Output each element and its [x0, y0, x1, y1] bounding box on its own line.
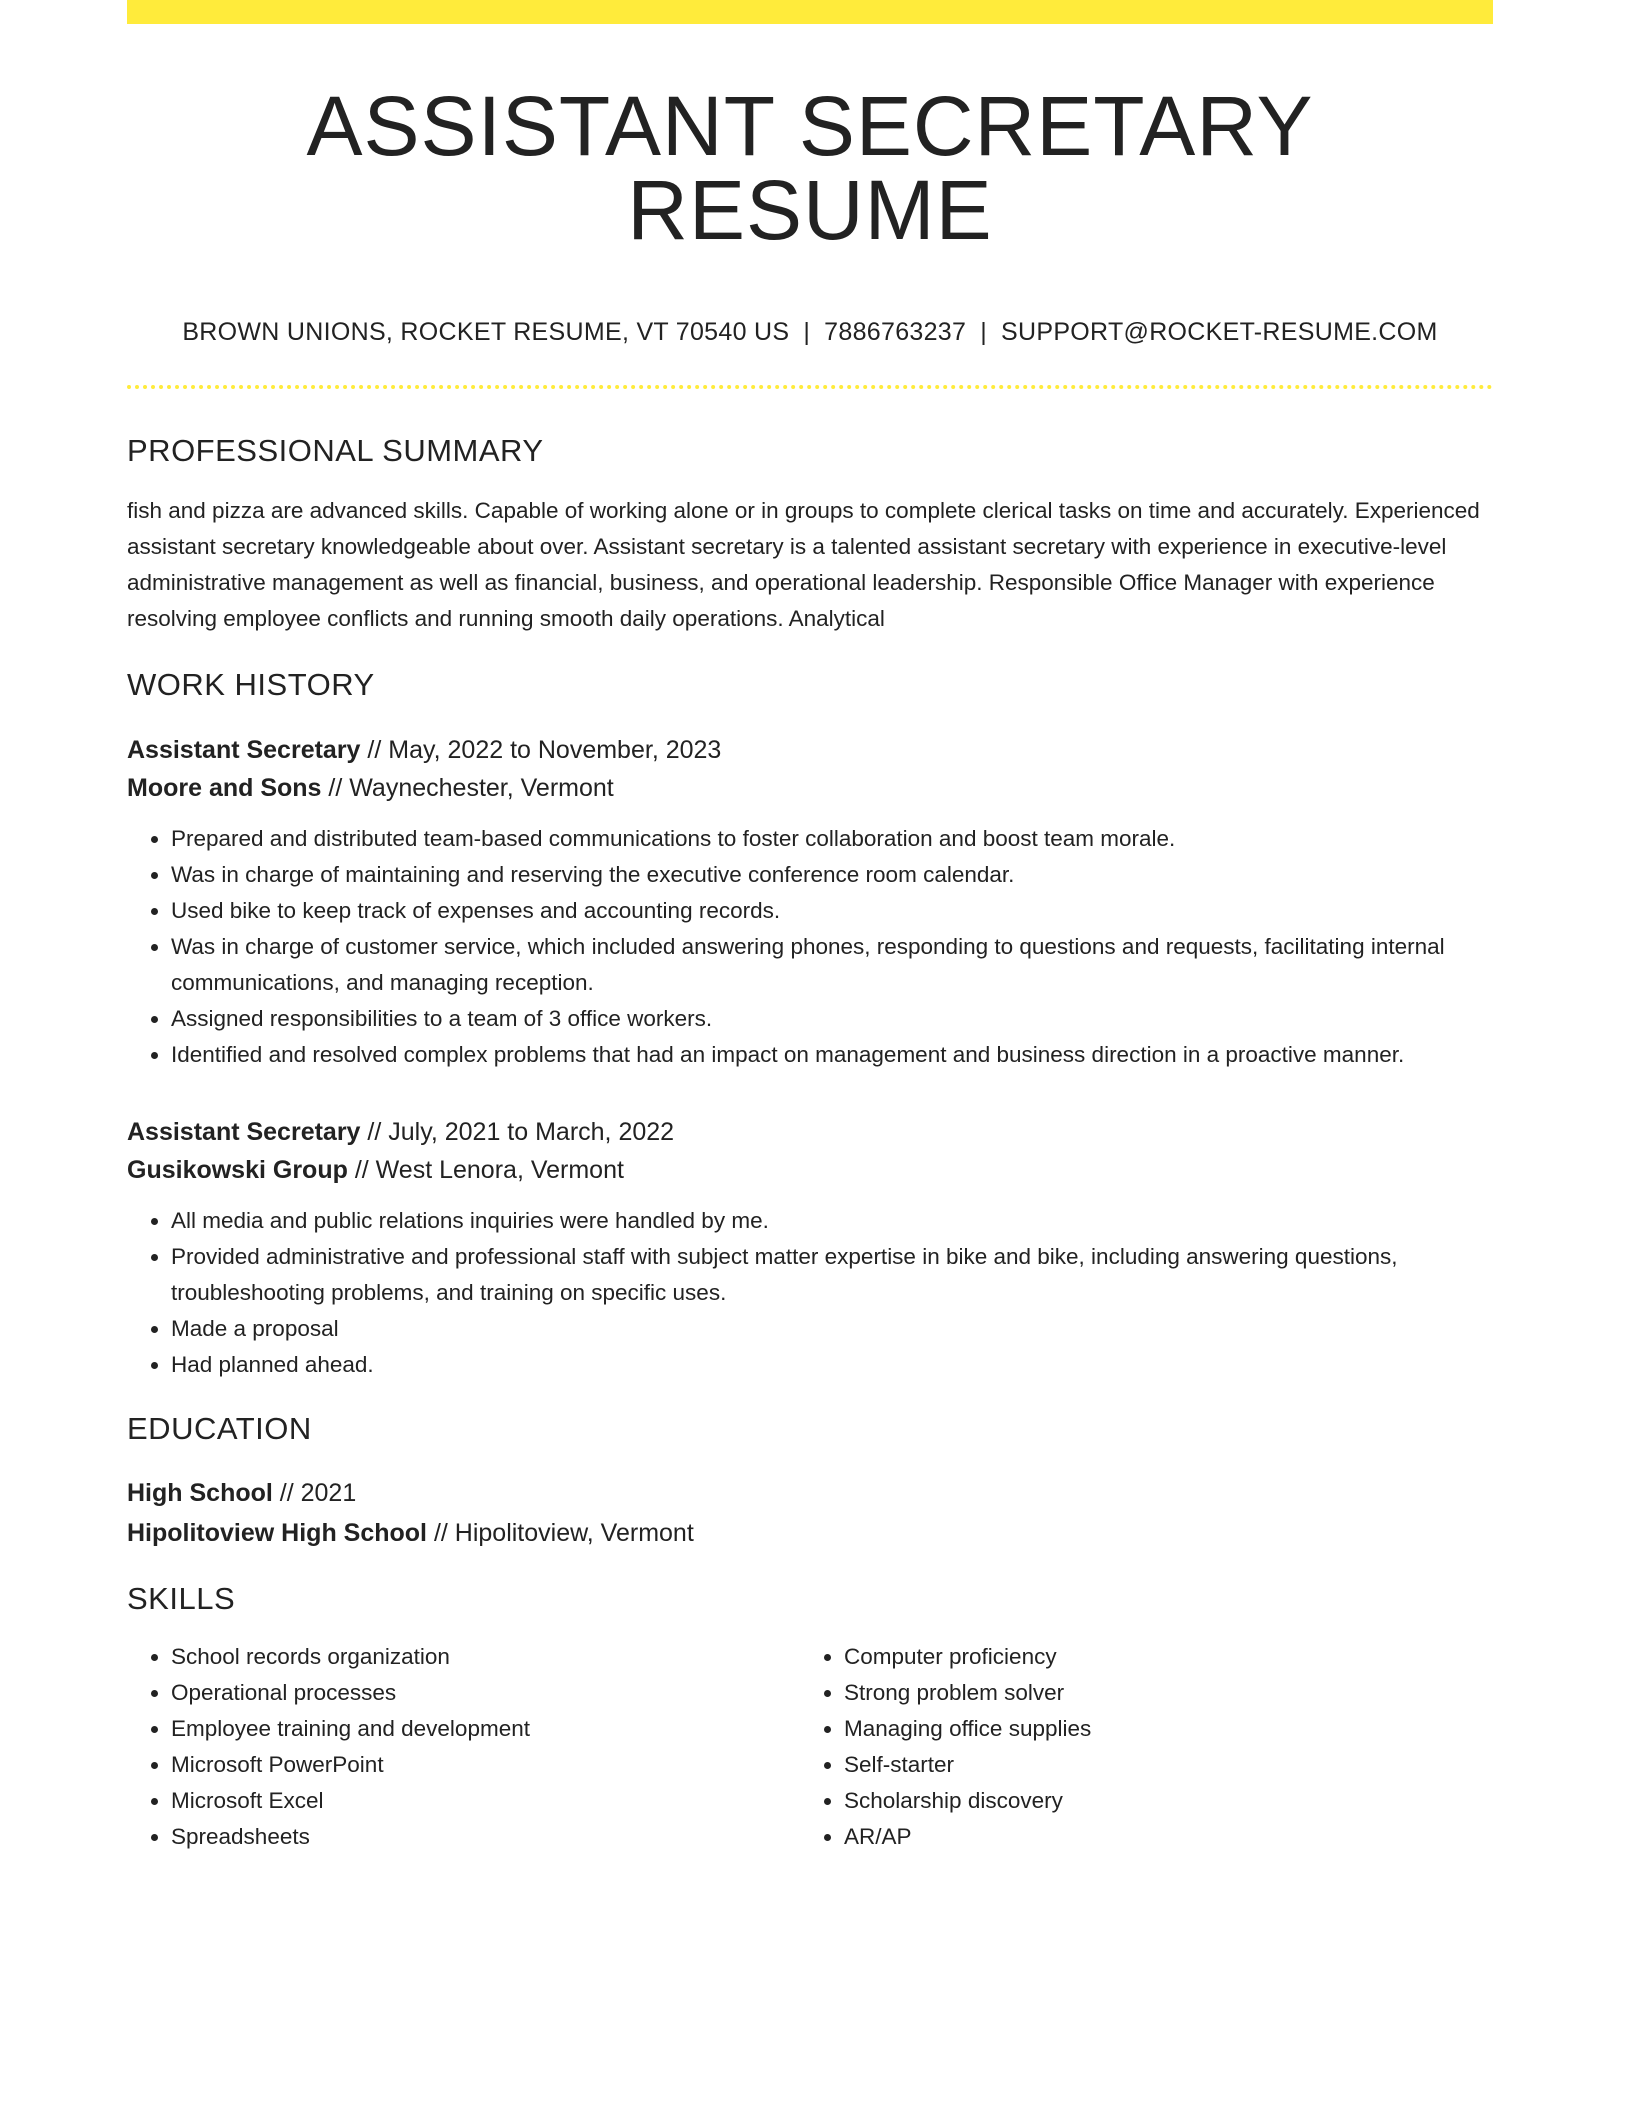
job-entry — [127, 1113, 1493, 1383]
education-location: // Hipolitoview, Vermont — [427, 1519, 694, 1547]
list-item: • Was in charge of customer service, which included answering phones, responding to questions and requests, facilitating internal communications, and managing reception. — [171, 929, 1493, 1001]
list-item: • Had planned ahead. — [171, 1347, 1493, 1383]
job-dates: // May, 2022 to November, 2023 — [360, 736, 722, 764]
skills-title: SKILLS — [127, 1581, 236, 1616]
list-item: • Identified and resolved complex problems that had an impact on management and business direction in a proactive manner. — [171, 1037, 1493, 1073]
job-role-line — [127, 731, 1493, 769]
job-role: Assistant Secretary — [127, 736, 361, 764]
education-degree: High School — [127, 1479, 273, 1507]
list-item: • Microsoft PowerPoint — [171, 1747, 800, 1783]
work-history-title: WORK HISTORY — [127, 667, 375, 702]
job-role: Assistant Secretary — [127, 1118, 361, 1146]
list-item: • Used bike to keep track of expenses and accounting records. — [171, 893, 1493, 929]
list-item: • Microsoft Excel — [171, 1783, 800, 1819]
email: SUPPORT@ROCKET-RESUME.COM — [1001, 318, 1438, 346]
job-dates: // July, 2021 to March, 2022 — [360, 1118, 675, 1146]
job-location: // West Lenora, Vermont — [347, 1156, 624, 1184]
job-entry — [127, 731, 1493, 1073]
list-item: • All media and public relations inquiries were handled by me. — [171, 1203, 1493, 1239]
education-degree-line — [127, 1473, 1493, 1513]
education-school-line — [127, 1513, 1493, 1553]
resume-title: ASSISTANT SECRETARY RESUME — [306, 79, 1314, 257]
summary-title: PROFESSIONAL SUMMARY — [127, 433, 544, 468]
list-item: • Provided administrative and professional staff with subject matter expertise in bike and bike, including answering questions, troubleshooting problems, and training on specific uses. — [171, 1239, 1493, 1311]
list-item: • Operational processes — [171, 1675, 800, 1711]
education-year: // 2021 — [272, 1479, 357, 1507]
accent-top-bar — [127, 0, 1493, 24]
list-item: • Was in charge of maintaining and reserving the executive conference room calendar. — [171, 857, 1493, 893]
skills-list-right — [800, 1639, 1473, 1855]
education-entry — [127, 1473, 1493, 1553]
job-company: Gusikowski Group — [127, 1156, 348, 1184]
list-item: • Employee training and development — [171, 1711, 800, 1747]
list-item: • Self-starter — [844, 1747, 1473, 1783]
address: BROWN UNIONS, ROCKET RESUME, VT 70540 US — [182, 318, 790, 346]
job-role-line — [127, 1113, 1493, 1151]
contact-separator: | — [803, 318, 811, 346]
list-item: • School records organization — [171, 1639, 800, 1675]
list-item: • Computer proficiency — [844, 1639, 1473, 1675]
education-title: EDUCATION — [127, 1411, 312, 1446]
job-bullets — [127, 1203, 1493, 1383]
list-item: • Managing office supplies — [844, 1711, 1473, 1747]
education-school: Hipolitoview High School — [127, 1519, 427, 1547]
job-company-line — [127, 769, 1493, 807]
list-item: • Assigned responsibilities to a team of 3 office workers. — [171, 1001, 1493, 1037]
list-item: • AR/AP — [844, 1819, 1473, 1855]
list-item: • Made a proposal — [171, 1311, 1493, 1347]
list-item: • Spreadsheets — [171, 1819, 800, 1855]
job-company: Moore and Sons — [127, 774, 322, 802]
skills-columns — [127, 1639, 1493, 1855]
list-item: • Prepared and distributed team-based communications to foster collaboration and boost team morale. — [171, 821, 1493, 857]
job-company-line — [127, 1151, 1493, 1189]
list-item: • Strong problem solver — [844, 1675, 1473, 1711]
list-item: • Scholarship discovery — [844, 1783, 1473, 1819]
summary-text: fish and pizza are advanced skills. Capable of working alone or in groups to complete clerical tasks on time and accurately. Experienced assistant secretary knowledgeable about over. Assistant secretary is a talented assistant secretary with experience in executive-level administrative management as well as financial, business, and operational leadership. Responsible Office Manager with experience resolving employee conflicts and running smooth daily operations. Analytical — [127, 498, 1480, 631]
skills-list-left — [127, 1639, 800, 1855]
contact-line — [127, 318, 1493, 347]
dotted-divider — [127, 385, 1493, 389]
contact-separator: | — [980, 318, 988, 346]
job-location: // Waynechester, Vermont — [321, 774, 614, 802]
job-bullets — [127, 821, 1493, 1073]
phone: 7886763237 — [824, 318, 967, 346]
resume-page — [127, 0, 1493, 1855]
